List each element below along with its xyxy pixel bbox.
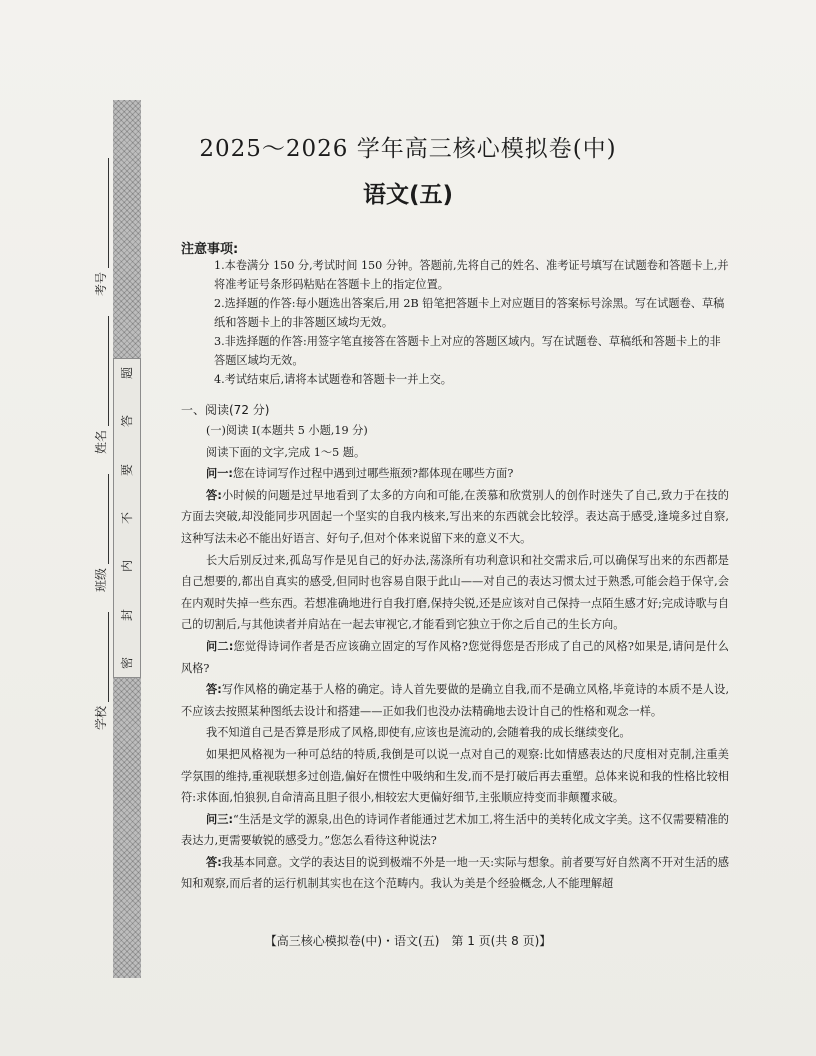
notice-item: 2.选择题的作答:每小题选出答案后,用 2B 铅笔把答题卡上对应题目的答案标号涂黑。写在试题卷、草稿纸和答题卡上的非答题区域均无效。 — [214, 297, 725, 329]
school-field[interactable] — [96, 612, 109, 702]
seal-char: 要 — [119, 463, 134, 476]
question-1 — [181, 463, 729, 485]
answer-label: 答: — [206, 855, 222, 869]
answer-label: 答: — [206, 488, 222, 502]
answer-3 — [181, 852, 729, 895]
seal-notice — [113, 358, 141, 678]
question-2 — [181, 636, 729, 679]
question-text: 您在诗词写作过程中遇到过哪些瓶颈?都体现在哪些方面? — [232, 467, 514, 481]
question-label: 问二: — [206, 639, 234, 653]
class-field[interactable] — [96, 474, 109, 564]
answer-text: 我基本同意。文学的表达目的说到极端不外是一地一天:实际与想象。前者要写好自然离不开对生活的感知和观察,而后者的运行机制其实也在这个范畴内。我认为美是个经验概念,人不能理解超 — [181, 855, 729, 891]
section-title: 一、阅读(72 分) — [181, 403, 270, 417]
seal-char: 答 — [119, 415, 134, 428]
notice-list — [214, 256, 730, 389]
notice-item: 4.考试结束后,请将本试题卷和答题卡一并上交。 — [214, 373, 452, 386]
seal-char: 内 — [119, 560, 134, 573]
question-3 — [181, 809, 729, 852]
class-label: 班级 — [94, 567, 108, 592]
question-text: 您觉得诗词作者是否应该确立固定的写作风格?您觉得您是否形成了自己的风格?如果是,请问是什么风格? — [181, 639, 729, 675]
seal-char: 密 — [119, 656, 134, 669]
seal-char: 题 — [119, 366, 134, 380]
notice-item: 1.本卷满分 150 分,考试时间 150 分钟。答题前,先将自己的姓名、准考证号填写在试题卷和答题卡上,并将准考证号条形码粘贴在答题卡上的指定位置。 — [214, 259, 729, 291]
answer-text: 写作风格的确定基于人格的确定。诗人首先要做的是确立自我,而不是确立风格,毕竟诗的本质不是人设,不应该去按照某种图纸去设计和搭建——正如我们也没办法精确地去设计自己的性格和观念一样。 — [181, 683, 730, 718]
answer-2 — [181, 679, 729, 722]
answer-1 — [181, 485, 729, 550]
answer-label: 答: — [206, 683, 222, 697]
paragraph: 如果把风格视为一种可总结的特质,我倒是可以说一点对自己的观察:比如情感表达的尺度相对克制,注重美学氛围的维持,重视联想多过创造,偏好在惯性中吸纳和生发,而不是打破后再去重塑。总体来说和我的性格比较相符:求体面,怕狼狈,自命清高且胆子很小,相较宏大更偏好细节,主张顺应持变而非颠覆求破。 — [181, 747, 729, 805]
student-info — [92, 138, 109, 730]
seal-char: 封 — [119, 608, 134, 621]
paragraph: 我不知道自己是否算是形成了风格,即使有,应该也是流动的,会随着我的成长继续变化。 — [206, 726, 631, 740]
answer-text: 小时候的问题是过早地看到了太多的方向和可能,在羡慕和欣赏别人的创作时迷失了自己,致力于在技的方面去突破,却没能同步巩固起一个坚实的自我内核来,写出来的东西就会比较浮。表达高于感受,逢境多过自察,这种写法未必不能出好语言、好句子,但对个体来说留下来的意义不大。 — [181, 488, 729, 545]
paragraph: 长大后别反过来,孤岛写作是见自己的好办法,荡涤所有功利意识和社交需求后,可以确保写出来的东西都是自己想要的,都出自真实的感受,但同时也容易自限于此山——对自己的表达习惯太过于熟悉,可能会趋于保守,会在内观时失掉一些东西。若想准确地进行自我打磨,保持尖锐,还是应该对自己保持一点陌生感才好;完成诗歌与自己的切割后,与其他读者并肩站在一起去审视它,才能看到它独立于你之后自己的生长方向。 — [181, 553, 729, 632]
notice-heading: 注意事项: — [181, 242, 239, 257]
school-label: 学校 — [94, 705, 108, 730]
reading-passage — [181, 420, 729, 895]
exam-number-field[interactable] — [96, 158, 109, 268]
name-field[interactable] — [96, 316, 109, 426]
seal-char: 不 — [119, 511, 134, 524]
page-footer: 【高三核心模拟卷(中)・语文(五) 第 1 页(共 8 页)】 — [264, 934, 552, 948]
name-label: 姓名 — [94, 429, 108, 454]
instruction: 阅读下面的文字,完成 1～5 题。 — [206, 445, 366, 459]
subject-title: 语文(五) — [362, 182, 454, 208]
question-label: 问一: — [206, 467, 233, 481]
page-title: 2025～2026 学年高三核心模拟卷(中) — [199, 136, 617, 162]
notice-item: 3.非选择题的作答:用签字笔直接答在答题卡上对应的答题区域内。写在试题卷、草稿纸和答题卡上的非答题区域均无效。 — [214, 335, 721, 367]
question-label: 问三: — [206, 812, 233, 826]
exam-number-label: 考号 — [94, 271, 108, 296]
subsection-title: (一)阅读 I(本题共 5 小题,19 分) — [206, 424, 368, 437]
question-text: “生活是文学的源泉,出色的诗词作者能通过艺术加工,将生活中的美转化成文字美。这不仅需要精准的表达力,更需要敏锐的感受力。”您怎么看待这种说法? — [181, 812, 729, 848]
